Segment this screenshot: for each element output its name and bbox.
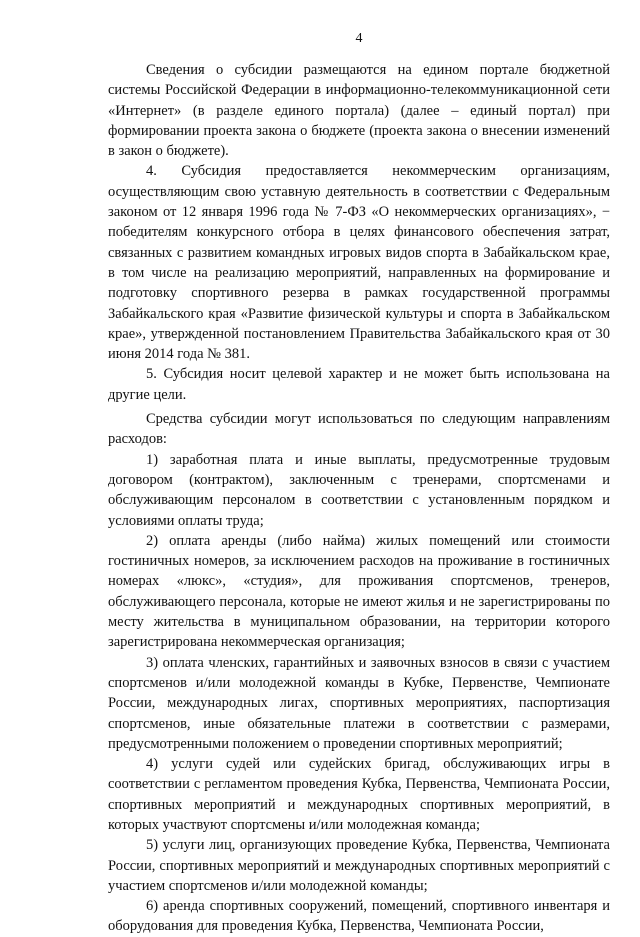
list-item-1-salaries: 1) заработная плата и иные выплаты, предусмотренные трудовым договором (контрактом), заключенным с тренерами, спортсменами и обслуживающим персоналом в соответствии с установленным порядком и условиями оплаты труда; xyxy=(108,451,610,529)
paragraph-item-5-purpose: 5. Субсидия носит целевой характер и не может быть использована на другие цели. xyxy=(108,366,610,403)
list-item-5-organizer-services: 5) услуги лиц, организующих проведение Кубка, Первенства, Чемпионата России, спортивных мероприятий и международных спортивных мероприятий с участием спортсменов и/или молодежной команды; xyxy=(108,837,610,894)
list-item-6-facility-rent: 6) аренда спортивных сооружений, помещений, спортивного инвентаря и оборудования для проведения Кубка, Первенства, Чемпионата России, xyxy=(108,898,610,935)
list-item-4-referee-services: 4) услуги судей или судейских бригад, обслуживающих игры в соответствии с регламентом проведения Кубка, Первенства, Чемпионата России, спортивных мероприятий и международных спортивных мероприятий, в которых участвуют спортсмены и/или молодежная команда; xyxy=(108,756,610,833)
list-item-2-housing-rent: 2) оплата аренды (либо найма) жилых помещений или стоимости гостиничных номеров, за исключением расходов на проживание в гостиничных номерах «люкс», «студия», для проживания спортсменов, тренеров, обслуживающего персонала, которые не имеют жилья и не зарегистрированы по месту жительства в муниципальном образовании, на территории которого зарегистрирована некоммерческая организация; xyxy=(108,532,610,651)
list-item-3-membership-fees: 3) оплата членских, гарантийных и заявочных взносов в связи с участием спортсменов и/или молодежной команды в Кубке, Первенстве, Чемпионате России, международных лигах, спортивных мероприятиях, паспортизация спортсменов, иные обязательные платежи в соответствии с размерами, предусмотренными положением о проведении спортивных мероприятий; xyxy=(108,654,610,752)
paragraph-subsidy-info-publication: Сведения о субсидии размещаются на едином портале бюджетной системы Российской Федерации в информационно-телекоммуникационной сети «Интернет» (в разделе единого портала) (далее – единый портал) при формировании проекта закона о бюджете (проекта закона о внесении изменений в закон о бюджете). xyxy=(108,62,610,160)
document-page xyxy=(108,0,610,937)
paragraph-item-4-recipients: 4. Субсидия предоставляется некоммерческим организациям, осуществляющим свою уставную деятельность в соответствии с Федеральным законом от 12 января 1996 года № 7-ФЗ «О некоммерческих организациях», − победителям конкурсного отбора в целях финансового обеспечения затрат, связанных с развитием командных игровых видов спорта в Забайкальском крае, в том числе на реализацию мероприятий, направленных на формирование и подготовку спортивного резерва в рамках государственной программы Забайкальского края «Развитие физической культуры и спорта в Забайкальском крае», утвержденной постановлением Правительства Забайкальского края от 30 июня 2014 года № 381. xyxy=(108,163,610,363)
paragraph-expense-directions-intro: Средства субсидии могут использоваться по следующим направлениям расходов: xyxy=(108,411,610,448)
page-number: 4 xyxy=(355,31,363,46)
